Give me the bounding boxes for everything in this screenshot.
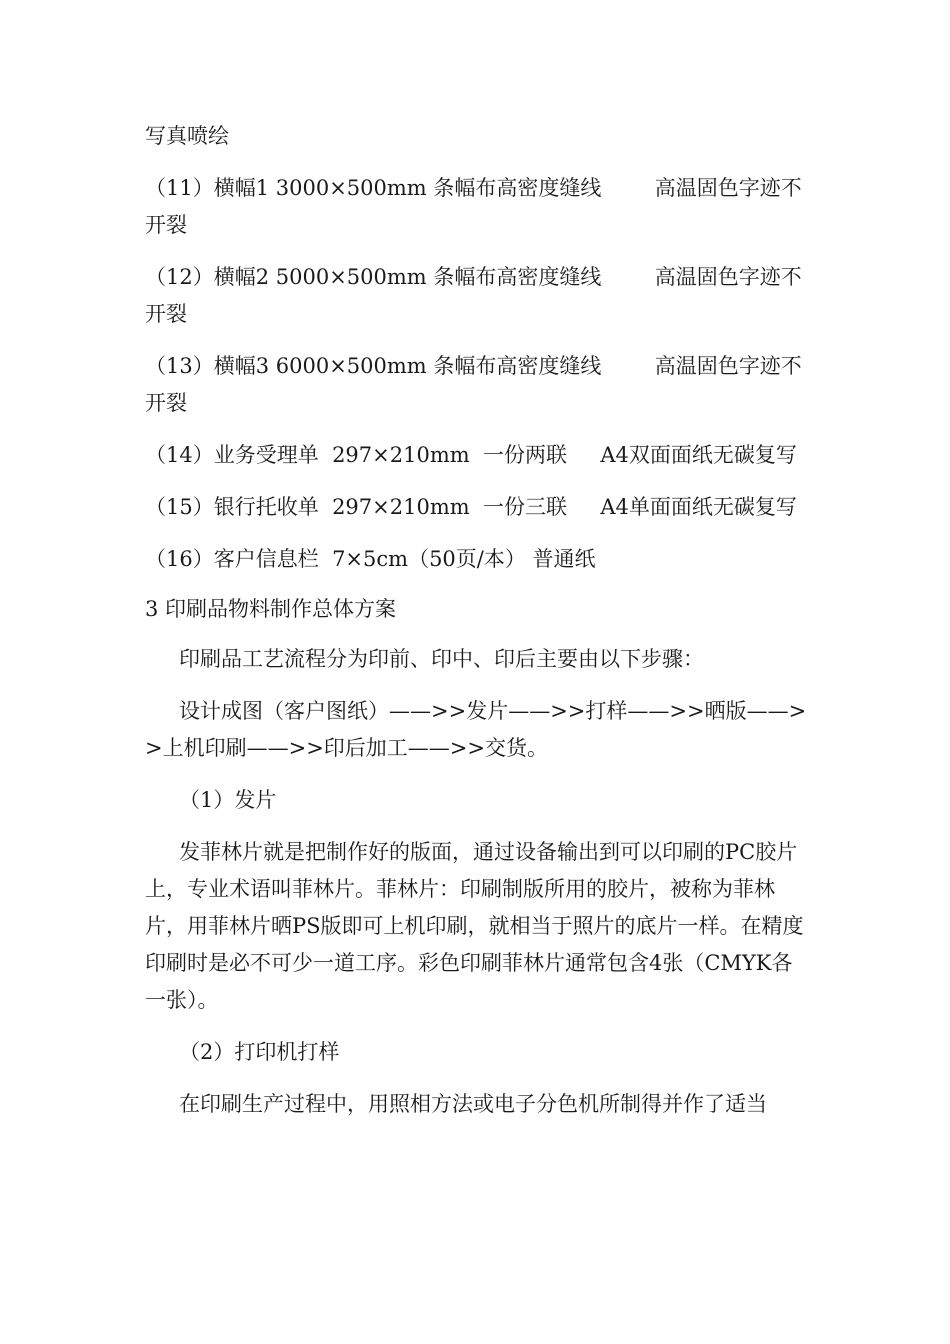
list-item-15: （15）银行托收单 297×210mm 一份三联 A4单面面纸无碳复写 xyxy=(145,495,797,519)
step-2-title: （2）打印机打样 xyxy=(179,1040,340,1064)
list-item-13: （13）横幅3 6000×500mm 条幅布高密度缝线 高温固色字迹不开裂 xyxy=(145,354,802,415)
list-item-14: （14）业务受理单 297×210mm 一份两联 A4双面面纸无碳复写 xyxy=(145,443,797,467)
process-flow: 设计成图（客户图纸）——>>发片——>>打样——>>晒版——>>上机印刷——>>印后加工——>>交货。 xyxy=(145,699,807,760)
step-1-title: （1）发片 xyxy=(179,788,277,812)
step-2-body: 在印刷生产过程中，用照相方法或电子分色机所制得并作了适当 xyxy=(179,1092,767,1116)
list-item-16: （16）客户信息栏 7×5cm（50页/本） 普通纸 xyxy=(145,547,596,571)
process-intro: 印刷品工艺流程分为印前、印中、印后主要由以下步骤： xyxy=(179,647,704,671)
list-item-12: （12）横幅2 5000×500mm 条幅布高密度缝线 高温固色字迹不开裂 xyxy=(145,265,802,326)
section-title-photo-print: 写真喷绘 xyxy=(145,124,229,148)
section-heading-3: 3 印刷品物料制作总体方案 xyxy=(145,597,397,621)
step-1-body: 发菲林片就是把制作好的版面，通过设备输出到可以印刷的PC胶片上，专业术语叫菲林片。菲林片：印刷制版所用的胶片，被称为菲林片，用菲林片晒PS版即可上机印刷，就相当于照片的底片一样。在精度印刷时是必不可少一道工序。彩色印刷菲林片通常包含4张（CMYK各一张）。 xyxy=(145,840,804,1012)
list-item-11: （11）横幅1 3000×500mm 条幅布高密度缝线 高温固色字迹不开裂 xyxy=(145,176,802,237)
document-page xyxy=(145,118,807,1138)
